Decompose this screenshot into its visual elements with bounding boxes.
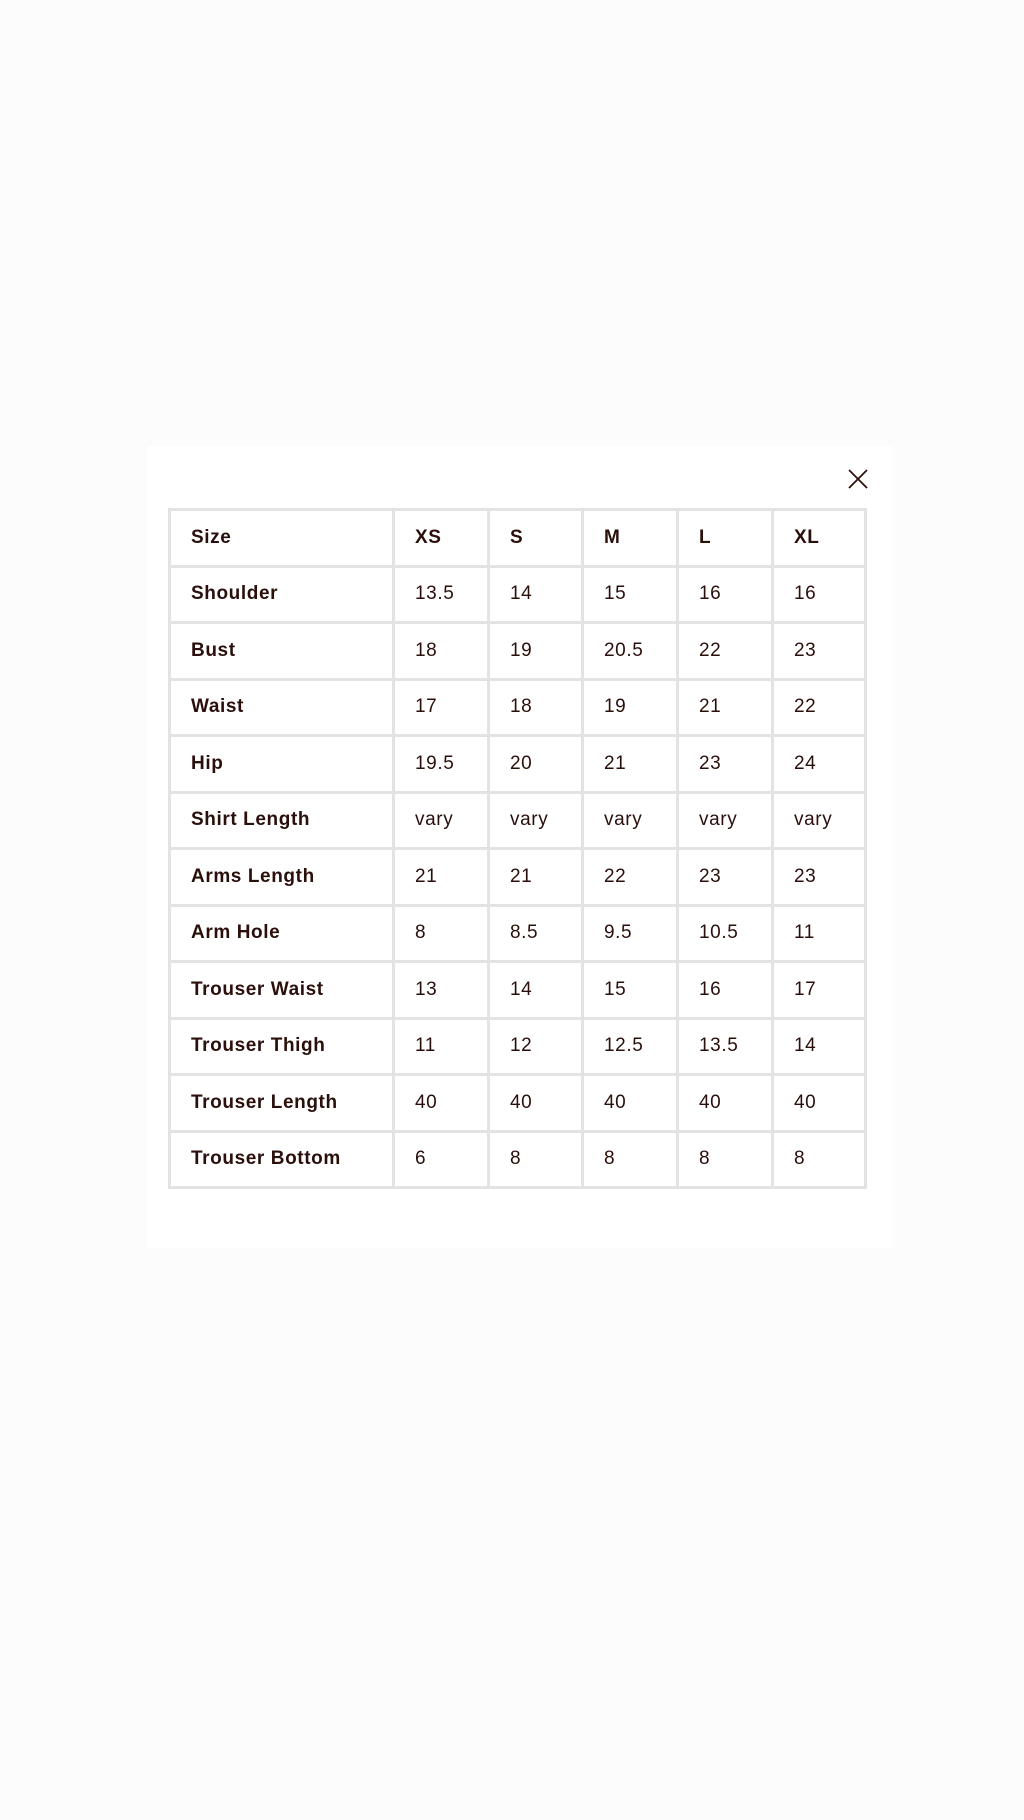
header-cell: XS [395,511,490,568]
row-label: Trouser Thigh [171,1020,395,1077]
row-label: Bust [171,624,395,681]
table-row [171,1076,867,1133]
table-cell: 19 [584,681,679,738]
table-cell: 9.5 [584,907,679,964]
table-row [171,737,867,794]
row-label: Arm Hole [171,907,395,964]
table-cell: 16 [679,568,774,625]
table-row [171,963,867,1020]
table-cell: 23 [774,624,867,681]
table-cell: 8.5 [490,907,584,964]
table-row [171,850,867,907]
size-chart-table [168,508,867,1189]
table-cell: 14 [774,1020,867,1077]
close-icon [845,466,871,492]
table-cell: vary [490,794,584,851]
table-cell: 23 [774,850,867,907]
table-cell: 17 [395,681,490,738]
table-cell: 17 [774,963,867,1020]
table-cell: 21 [395,850,490,907]
table-cell: vary [584,794,679,851]
table-row [171,907,867,964]
table-cell: 20.5 [584,624,679,681]
table-cell: 13.5 [679,1020,774,1077]
row-label: Shoulder [171,568,395,625]
row-label: Hip [171,737,395,794]
row-label: Trouser Bottom [171,1133,395,1190]
table-header-row [171,511,867,568]
table-cell: 14 [490,568,584,625]
table-cell: 20 [490,737,584,794]
table-cell: 40 [490,1076,584,1133]
close-button[interactable] [845,466,871,492]
table-cell: 15 [584,568,679,625]
table-cell: 24 [774,737,867,794]
table-cell: 40 [774,1076,867,1133]
table-cell: 19 [490,624,584,681]
table-cell: vary [679,794,774,851]
table-row [171,681,867,738]
header-cell: L [679,511,774,568]
table-cell: 11 [395,1020,490,1077]
table-cell: 23 [679,850,774,907]
table-cell: 21 [679,681,774,738]
row-label: Waist [171,681,395,738]
size-chart-modal [147,446,892,1248]
table-cell: 18 [395,624,490,681]
table-cell: vary [395,794,490,851]
table-cell: 6 [395,1133,490,1190]
table-cell: 40 [679,1076,774,1133]
table-cell: 16 [774,568,867,625]
table-cell: 8 [490,1133,584,1190]
table-cell: 12.5 [584,1020,679,1077]
table-cell: 15 [584,963,679,1020]
header-cell: XL [774,511,867,568]
row-label: Trouser Length [171,1076,395,1133]
table-cell: 22 [774,681,867,738]
table-cell: 13.5 [395,568,490,625]
table-cell: 11 [774,907,867,964]
table-cell: 8 [774,1133,867,1190]
row-label: Shirt Length [171,794,395,851]
header-cell: Size [171,511,395,568]
table-cell: 8 [679,1133,774,1190]
row-label: Arms Length [171,850,395,907]
table-cell: 16 [679,963,774,1020]
table-cell: 18 [490,681,584,738]
table-cell: 14 [490,963,584,1020]
table-cell: 19.5 [395,737,490,794]
header-cell: S [490,511,584,568]
table-cell: vary [774,794,867,851]
table-cell: 8 [395,907,490,964]
table-cell: 22 [584,850,679,907]
table-cell: 21 [490,850,584,907]
table-cell: 13 [395,963,490,1020]
table-cell: 10.5 [679,907,774,964]
table-row [171,1133,867,1190]
row-label: Trouser Waist [171,963,395,1020]
header-cell: M [584,511,679,568]
table-cell: 21 [584,737,679,794]
table-cell: 23 [679,737,774,794]
table-cell: 12 [490,1020,584,1077]
table-cell: 22 [679,624,774,681]
table-cell: 8 [584,1133,679,1190]
table-row [171,568,867,625]
table-row [171,624,867,681]
table-row [171,1020,867,1077]
table-row [171,794,867,851]
table-cell: 40 [584,1076,679,1133]
table-cell: 40 [395,1076,490,1133]
